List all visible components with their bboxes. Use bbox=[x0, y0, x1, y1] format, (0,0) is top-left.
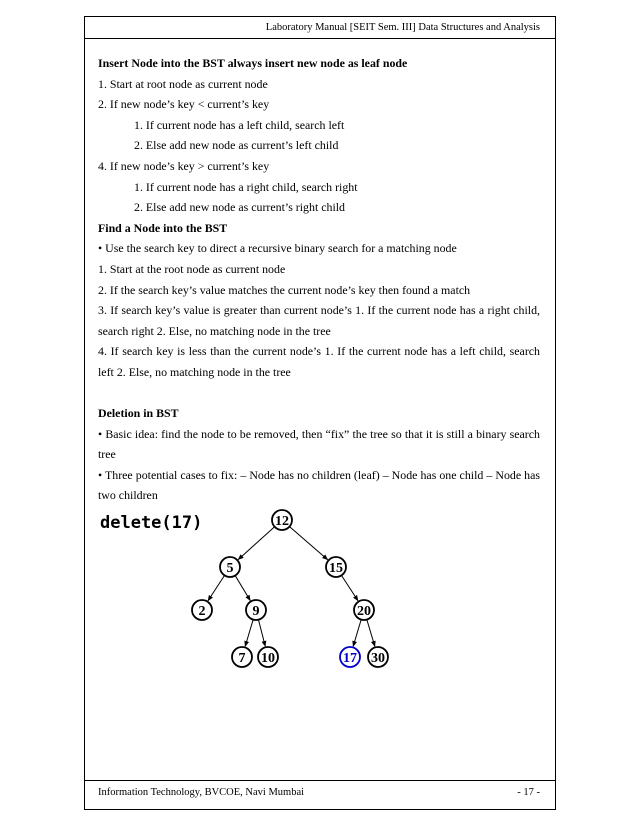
tree-edge bbox=[341, 575, 358, 600]
find-step: 4. If search key is less than the current node’s 1. If the current node has a left child, search left 2. Else, no matching node in the tree bbox=[98, 344, 540, 379]
find-step: • Use the search key to direct a recursive binary search for a matching node bbox=[98, 241, 457, 256]
footer-institution: Information Technology, BVCOE, Navi Mumbai bbox=[98, 787, 305, 798]
find-step: 1. Start at the root node as current node bbox=[98, 261, 286, 276]
tree-node-label: 15 bbox=[329, 561, 343, 576]
find-heading: Find a Node into the BST bbox=[98, 220, 228, 235]
footer-divider bbox=[84, 780, 556, 781]
tree-node-label: 20 bbox=[357, 604, 371, 619]
tree-node-7 bbox=[232, 647, 252, 667]
tree-node-label: 10 bbox=[261, 651, 275, 666]
tree-node-10 bbox=[258, 647, 278, 667]
tree-edge bbox=[238, 527, 274, 560]
insert-step: 1. Start at root node as current node bbox=[98, 76, 268, 91]
tree-node-30 bbox=[368, 647, 388, 667]
tree-node-2 bbox=[192, 600, 212, 620]
insert-step: 4. If new node’s key > current’s key bbox=[98, 158, 270, 173]
footer-page-number: - 17 - bbox=[517, 787, 540, 798]
insert-step: 2. If new node’s key < current’s key bbox=[98, 97, 270, 112]
tree-node-20 bbox=[354, 600, 374, 620]
tree-edge bbox=[258, 620, 265, 647]
page-header: Laboratory Manual [SEIT Sem. III] Data Structures and Analysis bbox=[265, 22, 540, 33]
find-step: 2. If the search key’s value matches the current node’s key then found a match bbox=[98, 282, 471, 297]
tree-edges bbox=[208, 527, 375, 647]
tree-node-15 bbox=[326, 557, 346, 577]
tree-nodes bbox=[192, 510, 388, 667]
insert-substep: 2. Else add new node as current’s left child bbox=[134, 138, 339, 153]
tree-node-label: 7 bbox=[238, 651, 246, 666]
tree-node-label: 17 bbox=[343, 651, 357, 666]
tree-node-label: 12 bbox=[275, 514, 289, 529]
deletion-point: • Basic idea: find the node to be removed, then “fix” the tree so that it is still a binary search tree bbox=[98, 426, 540, 462]
deletion-point: • Three potential cases to fix: – Node has no children (leaf) – Node has one child – Node has two children bbox=[98, 467, 540, 503]
insert-substep: 2. Else add new node as current’s right child bbox=[134, 200, 346, 215]
tree-node-label: 9 bbox=[252, 604, 260, 619]
find-step: 3. If search key’s value is greater than current node’s 1. If the current node has a right child, search right 2. Else, no matching node in the tree bbox=[98, 303, 540, 338]
tree-node-12 bbox=[272, 510, 292, 530]
insert-substep: 1. If current node has a left child, search left bbox=[134, 117, 345, 132]
header-divider bbox=[84, 38, 556, 39]
insert-substep: 1. If current node has a right child, search right bbox=[134, 179, 358, 194]
section-spacer bbox=[98, 383, 540, 404]
insert-heading: Insert Node into the BST always insert new node as leaf node bbox=[98, 56, 408, 70]
tree-node-5 bbox=[220, 557, 240, 577]
tree-edge bbox=[290, 527, 328, 560]
tree-node-17 bbox=[340, 647, 360, 667]
bst-diagram bbox=[96, 506, 396, 676]
tree-node-label: 5 bbox=[226, 561, 234, 576]
tree-edge bbox=[367, 620, 375, 647]
tree-node-9 bbox=[246, 600, 266, 620]
tree-node-label: 30 bbox=[371, 651, 385, 666]
tree-node-label: 2 bbox=[198, 604, 206, 619]
tree-edge bbox=[235, 576, 250, 601]
tree-edge bbox=[245, 620, 253, 647]
page-content bbox=[98, 53, 540, 506]
tree-edge bbox=[208, 575, 225, 600]
diagram-caption: delete(17) bbox=[100, 513, 203, 533]
deletion-heading: Deletion in BST bbox=[98, 406, 179, 421]
tree-edge bbox=[353, 620, 361, 647]
